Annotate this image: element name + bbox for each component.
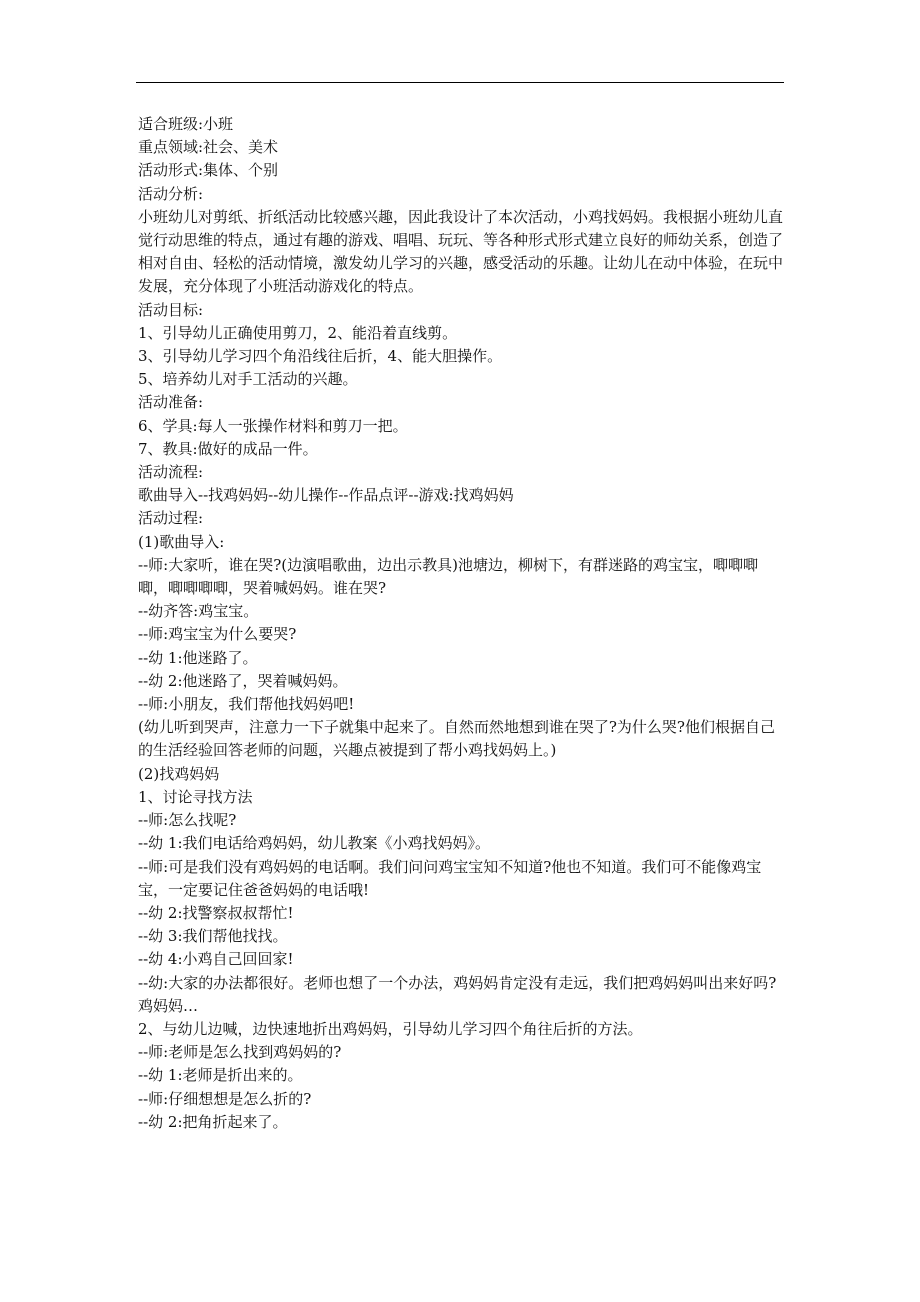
dialogue-line: --师:老师是怎么找到鸡妈妈的? xyxy=(138,1043,342,1062)
heading-activity-analysis: 活动分析: xyxy=(138,184,204,203)
dialogue-line: --幼 1:老师是折出来的。 xyxy=(138,1066,303,1085)
subheading-song-intro: (1)歌曲导入: xyxy=(138,532,225,551)
dialogue-line: --师:怎么找呢? xyxy=(138,811,237,830)
dialogue-line: --幼 2:把角折起来了。 xyxy=(138,1112,288,1131)
dialogue-line: --师:小朋友，我们帮他找妈妈吧! xyxy=(138,695,355,714)
paragraph-flow-steps: 歌曲导入--找鸡妈妈--幼儿操作--作品点评--游戏:找鸡妈妈 xyxy=(138,486,514,505)
list-item-fold-method: 2、与幼儿边喊，边快速地折出鸡妈妈，引导幼儿学习四个角往后折的方法。 xyxy=(138,1019,643,1038)
dialogue-line: --幼齐答:鸡宝宝。 xyxy=(138,602,259,621)
dialogue-line: --幼 1:我们电话给鸡妈妈，幼儿教案《小鸡找妈妈》。 xyxy=(138,834,491,853)
dialogue-line: --师:可是我们没有鸡妈妈的电话啊。我们问问鸡宝宝知不知道?他也不知道。我们可不能像鸡宝宝，一定要记住爸爸妈妈的电话哦! xyxy=(138,857,762,899)
list-item-goal-3: 3、引导幼儿学习四个角沿线往后折，4、能大胆操作。 xyxy=(138,347,503,366)
heading-activity-preparation: 活动准备: xyxy=(138,393,204,412)
header-rule xyxy=(136,82,784,83)
list-item-prep-7: 7、教具:做好的成品一件。 xyxy=(138,439,318,458)
dialogue-line: --师:大家听，谁在哭?(边演唱歌曲，边出示教具)池塘边，柳树下，有群迷路的鸡宝宝，唧唧唧唧，唧唧唧唧，哭着喊妈妈。谁在哭? xyxy=(138,555,758,598)
document-body xyxy=(138,113,784,1134)
dialogue-line: --幼 1:他迷路了。 xyxy=(138,648,258,667)
heading-activity-goals: 活动目标: xyxy=(138,300,204,319)
list-item-goal-1: 1、引导幼儿正确使用剪刀，2、能沿着直线剪。 xyxy=(138,323,458,342)
paragraph-analysis-body: 小班幼儿对剪纸、折纸活动比较感兴趣，因此我设计了本次活动，小鸡找妈妈。我根据小班幼儿直觉行动思维的特点，通过有趣的游戏、唱唱、玩玩、等各种形式形式建立良好的师幼关系，创造了相对自由、轻松的活动情境，激发幼儿学习的兴趣，感受活动的乐趣。让幼儿在动中体验，在玩中发展，充分体现了小班活动游戏化的特点。 xyxy=(138,207,784,296)
dialogue-line: --幼 2:他迷路了，哭着喊妈妈。 xyxy=(138,671,348,690)
paragraph-class-level: 适合班级:小班 xyxy=(138,115,234,133)
list-item-discuss-methods: 1、讨论寻找方法 xyxy=(138,787,253,806)
dialogue-line: --师:鸡宝宝为什么要哭? xyxy=(138,625,297,644)
dialogue-line: --幼 2:找警察叔叔帮忙! xyxy=(138,903,294,922)
dialogue-line: --师:仔细想想是怎么折的? xyxy=(138,1089,312,1108)
subheading-find-mother: (2)找鸡妈妈 xyxy=(138,764,220,783)
paragraph-activity-form: 活动形式:集体、个别 xyxy=(138,161,279,180)
dialogue-line: --幼 3:我们帮他找找。 xyxy=(138,927,288,946)
list-item-goal-5: 5、培养幼儿对手工活动的兴趣。 xyxy=(138,370,358,389)
dialogue-line: --幼 4:小鸡自己回回家! xyxy=(138,950,294,969)
heading-activity-process: 活动过程: xyxy=(138,509,204,528)
list-item-prep-6: 6、学具:每人一张操作材料和剪刀一把。 xyxy=(138,416,408,435)
paragraph-commentary: (幼儿听到哭声，注意力一下子就集中起来了。自然而然地想到谁在哭了?为什么哭?他们根据自己的生活经验回答老师的问题，兴趣点被提到了帮小鸡找妈妈上。) xyxy=(138,718,775,760)
paragraph-key-domain: 重点领域:社会、美术 xyxy=(138,138,279,157)
heading-activity-flow: 活动流程: xyxy=(138,463,204,482)
dialogue-line: --幼:大家的办法都很好。老师也想了一个办法，鸡妈妈肯定没有走远，我们把鸡妈妈叫出来好吗?鸡妈妈… xyxy=(138,973,777,1015)
